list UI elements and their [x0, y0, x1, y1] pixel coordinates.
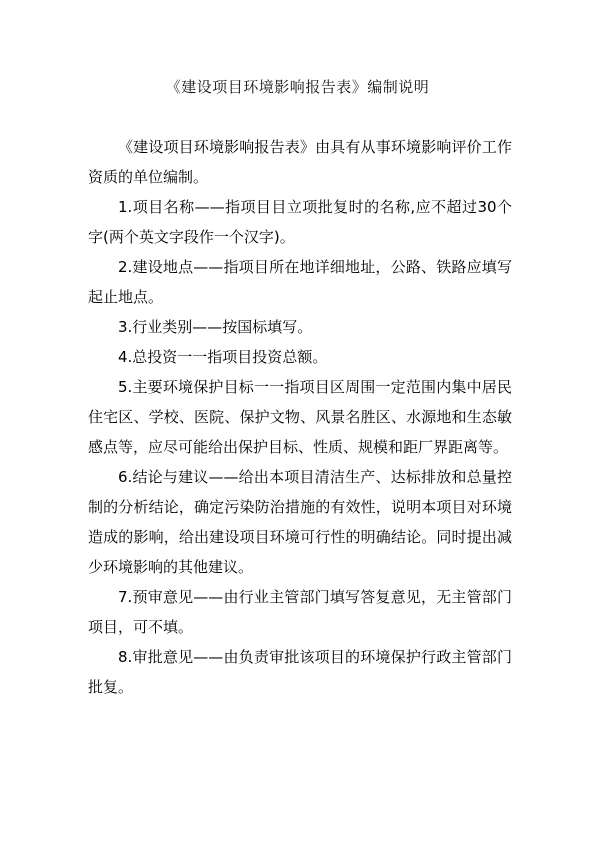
item-total-investment: 4.总投资一一指项目投资总额。: [118, 348, 328, 366]
intro-paragraph: 《建设项目环境影响报告表》由具有从事环境影响评价工作资质的单位编制。: [88, 138, 512, 186]
document-body: [88, 132, 512, 702]
item-pre-review: 7.预审意见——由行业主管部门填写答复意见，无主管部门项目，可不填。: [88, 588, 512, 636]
item-protection-targets: 5.主要环境保护目标一一指项目区周围一定范围内集中居民住宅区、学校、医院、保护文物、风景名胜区、水源地和生态敏感点等，应尽可能给出保护目标、性质、规模和距厂界距离等。: [88, 378, 512, 456]
document-title: 《建设项目环境影响报告表》编制说明: [165, 78, 430, 96]
item-approval: 8.审批意见——由负责审批该项目的环境保护行政主管部门批复。: [88, 648, 512, 696]
item-conclusions: 6.结论与建议——给出本项目清洁生产、达标排放和总量控制的分析结论，确定污染防治措施的有效性，说明本项目对环境造成的影响，给出建设项目环境可行性的明确结论。同时提出减少环境影响的其他建议。: [88, 468, 512, 576]
item-project-name: 1.项目名称——指项目目立项批复时的名称,应不超过30个字(两个英文字段作一个汉字)。: [88, 198, 512, 246]
item-construction-site: 2.建设地点——指项目所在地详细地址，公路、铁路应填写起止地点。: [88, 258, 512, 306]
item-industry-category: 3.行业类别——按国标填写。: [118, 318, 313, 336]
